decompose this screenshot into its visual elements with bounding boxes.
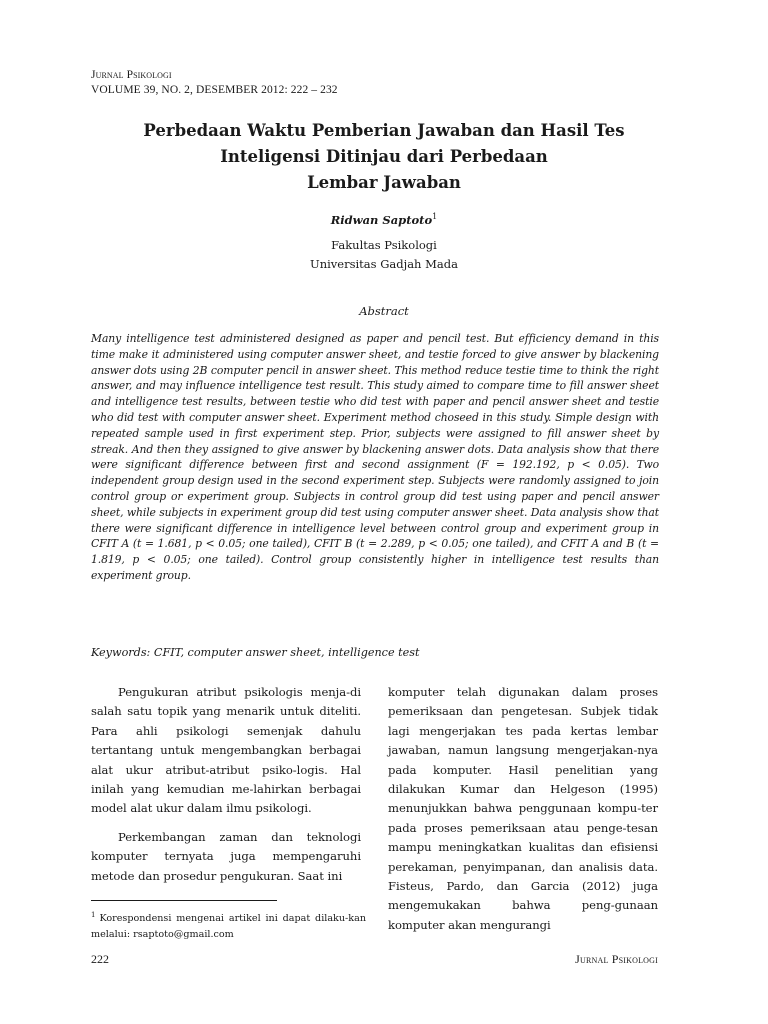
footer-journal-name: Jurnal Psikologi <box>575 952 658 966</box>
body-paragraph: komputer telah digunakan dalam proses pemeriksaan dan pengetesan. Subjek tidak lagi mengerjakan tes pada kertas lembar jawaban, namun langsung mengerjakan-nya pada komputer. Hasil penelitian yang dilakukan Kumar dan Helgeson (1995) menunjukkan bahwa penggunaan kompu-ter pada proses pemeriksaan atau penge-tesan mampu meningkatkan kualitas dan efisiensi perekaman, penyimpanan, dan analisis data. Fisteus, Pardo, dan Garcia (2012) juga mengemukakan bahwa peng-gunaan komputer akan mengurangi <box>388 685 658 932</box>
abstract-heading: Abstract <box>359 304 409 318</box>
title-line: Perbedaan Waktu Pemberian Jawaban dan Hasil Tes <box>143 121 625 140</box>
footnote <box>91 907 366 943</box>
body-paragraph: Pengukuran atribut psikologis menja-di salah satu topik yang menarik untuk diteliti. Para ahli psikologi semenjak dahulu tertantang untuk mengembangkan berbagai alat ukur atribut-atribut psiko-logis. Hal inilah yang kemudian me-lahirkan berbagai model alat ukur dalam ilmu psikologi. <box>91 685 361 816</box>
running-header <box>91 68 338 98</box>
article-title <box>91 118 677 196</box>
body-paragraph: Perkembangan zaman dan teknologi komputer ternyata juga mempengaruhi metode dan prosedur pengukuran. Saat ini <box>91 829 361 883</box>
author-footnote-mark: 1 <box>432 212 438 221</box>
affiliation <box>91 236 677 274</box>
affiliation-university: Universitas Gadjah Mada <box>310 257 458 271</box>
footnote-mark: 1 <box>91 911 96 919</box>
journal-name: Jurnal Psikologi <box>91 69 172 81</box>
body-column-left <box>91 683 361 886</box>
title-line: Lembar Jawaban <box>307 173 461 192</box>
affiliation-faculty: Fakultas Psikologi <box>331 238 437 252</box>
title-line: Inteligensi Ditinjau dari Perbedaan <box>220 147 548 166</box>
footnote-divider <box>91 900 277 901</box>
body-column-right <box>388 683 658 935</box>
footnote-text: Korespondensi mengenai artikel ini dapat dilaku-kan melalui: rsaptoto@gmail.com <box>91 913 366 941</box>
author-name: Ridwan Saptoto <box>330 212 433 227</box>
author-line <box>91 212 677 227</box>
page-number: 222 <box>91 952 109 966</box>
volume-line: VOLUME 39, NO. 2, DESEMBER 2012: 222 – 232 <box>91 84 338 96</box>
keywords: Keywords: CFIT, computer answer sheet, intelligence test <box>91 646 420 659</box>
abstract-text: Many intelligence test administered designed as paper and pencil test. But efficiency demand in this time make it administered using computer answer sheet, and testie forced to give answer by blackening answer dots using 2B computer pencil in answer sheet. This method reduce testie time to think the right answer, and may influence intelligence test result. This study aimed to compare time to fill answer sheet and intelligence test results, between testie who did test with paper and pencil answer sheet and testie who did test with computer answer sheet. Experiment method choseed in this study. Simple design with repeated sample used in first experiment step. Prior, subjects were assigned to fill answer sheet by streak. And then they assigned to give answer by blackening answer dots. Data analysis show that there were significant difference between first and second assignment (F = 192.192, p < 0.05). Two independent group design used in the second experiment step. Subjects were randomly assigned to join control group or experiment group. Subjects in control group did test using paper and pencil answer sheet, while subjects in experiment group did test using computer answer sheet. Data analysis show that there were significant difference in intelligence level between control group and experiment group in CFIT A (t = 1.681, p < 0.05; one tailed), CFIT B (t = 2.289, p < 0.05; one tailed), and CFIT A and B (t = 1.819, p < 0.05; one tailed). Control group consistently higher in intelligence test results than experiment group. <box>91 332 659 582</box>
